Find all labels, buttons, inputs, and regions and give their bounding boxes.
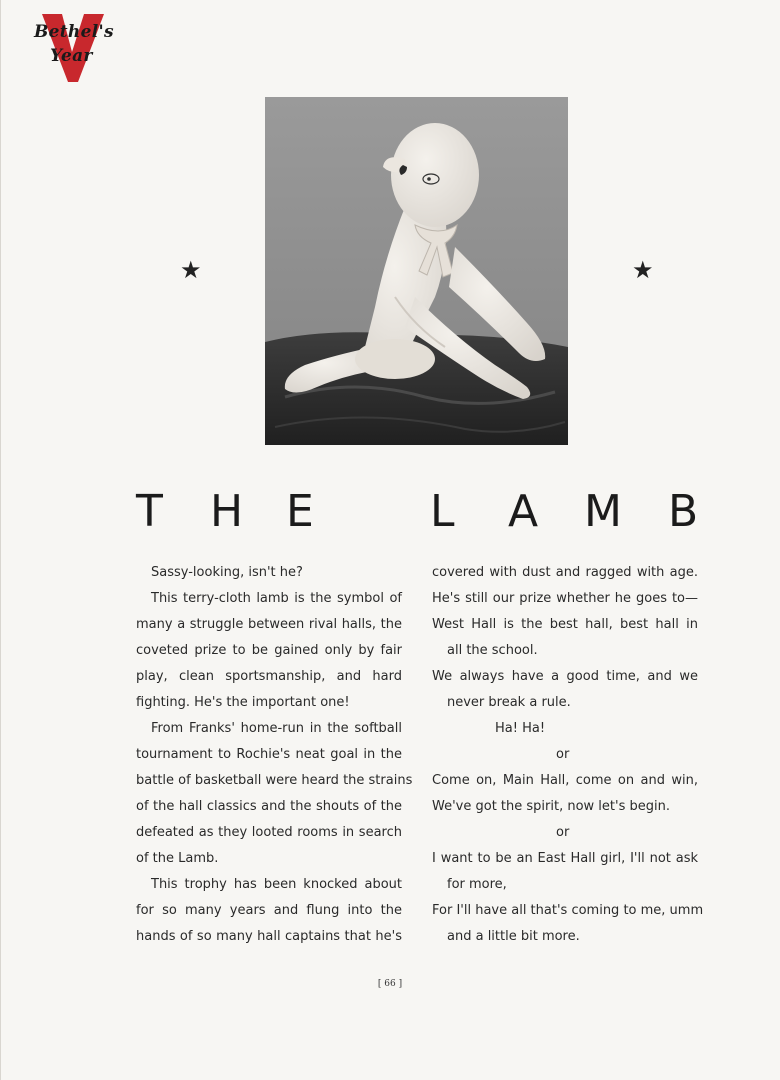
text-line: and a little bit more. (447, 929, 580, 944)
bethels-year-logo (28, 10, 118, 85)
text-line: or (556, 825, 570, 840)
text-line: defeated as they looted rooms in search (136, 825, 402, 840)
left-column (136, 560, 413, 950)
star-ornament-right: ★ (632, 256, 654, 284)
text-line: From Franks' home-run in the softball (151, 721, 402, 736)
title-letter: B (668, 486, 699, 537)
title-letter: L (430, 486, 455, 537)
text-line: For I'll have all that's coming to me, umm (432, 903, 704, 918)
title-letter: A (508, 486, 539, 537)
text-line: many a struggle between rival halls, the (136, 617, 402, 632)
text-line: We've got the spirit, now let's begin. (432, 799, 670, 814)
text-line: all the school. (447, 643, 538, 658)
text-line: This trophy has been knocked about (151, 877, 402, 892)
text-line: Sassy-looking, isn't he? (151, 565, 303, 580)
text-line: never break a rule. (447, 695, 571, 710)
text-line: or (556, 747, 570, 762)
right-column (432, 560, 704, 950)
text-line: We always have a good time, and we (432, 669, 698, 684)
text-line: I want to be an East Hall girl, I'll not ask (432, 851, 698, 866)
title-letter: T (136, 486, 163, 537)
lamb-photo (265, 97, 568, 445)
text-line: fighting. He's the important one! (136, 695, 350, 710)
title-letter: H (210, 486, 244, 537)
text-line: of the Lamb. (136, 851, 219, 866)
page-title (136, 486, 699, 537)
text-line: Come on, Main Hall, come on and win, (432, 773, 698, 788)
text-line: He's still our prize whether he goes to— (432, 591, 698, 606)
text-line: for more, (447, 877, 507, 892)
text-line: for so many years and flung into the (136, 903, 402, 918)
text-line: hands of so many hall captains that he's (136, 929, 402, 944)
text-line: This terry-cloth lamb is the symbol of (151, 591, 402, 606)
text-line: coveted prize to be gained only by fair (136, 643, 402, 658)
logo-line-2: Year (50, 46, 93, 66)
text-line: covered with dust and ragged with age. (432, 565, 698, 580)
text-line: tournament to Rochie's neat goal in the (136, 747, 402, 762)
lamb-photo-image (265, 97, 568, 445)
title-letter: E (286, 486, 314, 537)
text-line: West Hall is the best hall, best hall in (432, 617, 698, 632)
page-number: [ 66 ] (377, 979, 403, 989)
text-line: Ha! Ha! (495, 721, 546, 736)
text-line: battle of basketball were heard the strains (136, 773, 413, 788)
logo-line-1: Bethel's (34, 22, 114, 42)
text-line: of the hall classics and the shouts of the (136, 799, 402, 814)
text-line: play, clean sportsmanship, and hard (136, 669, 402, 684)
title-letter: M (584, 486, 622, 537)
star-ornament-left: ★ (180, 256, 202, 284)
